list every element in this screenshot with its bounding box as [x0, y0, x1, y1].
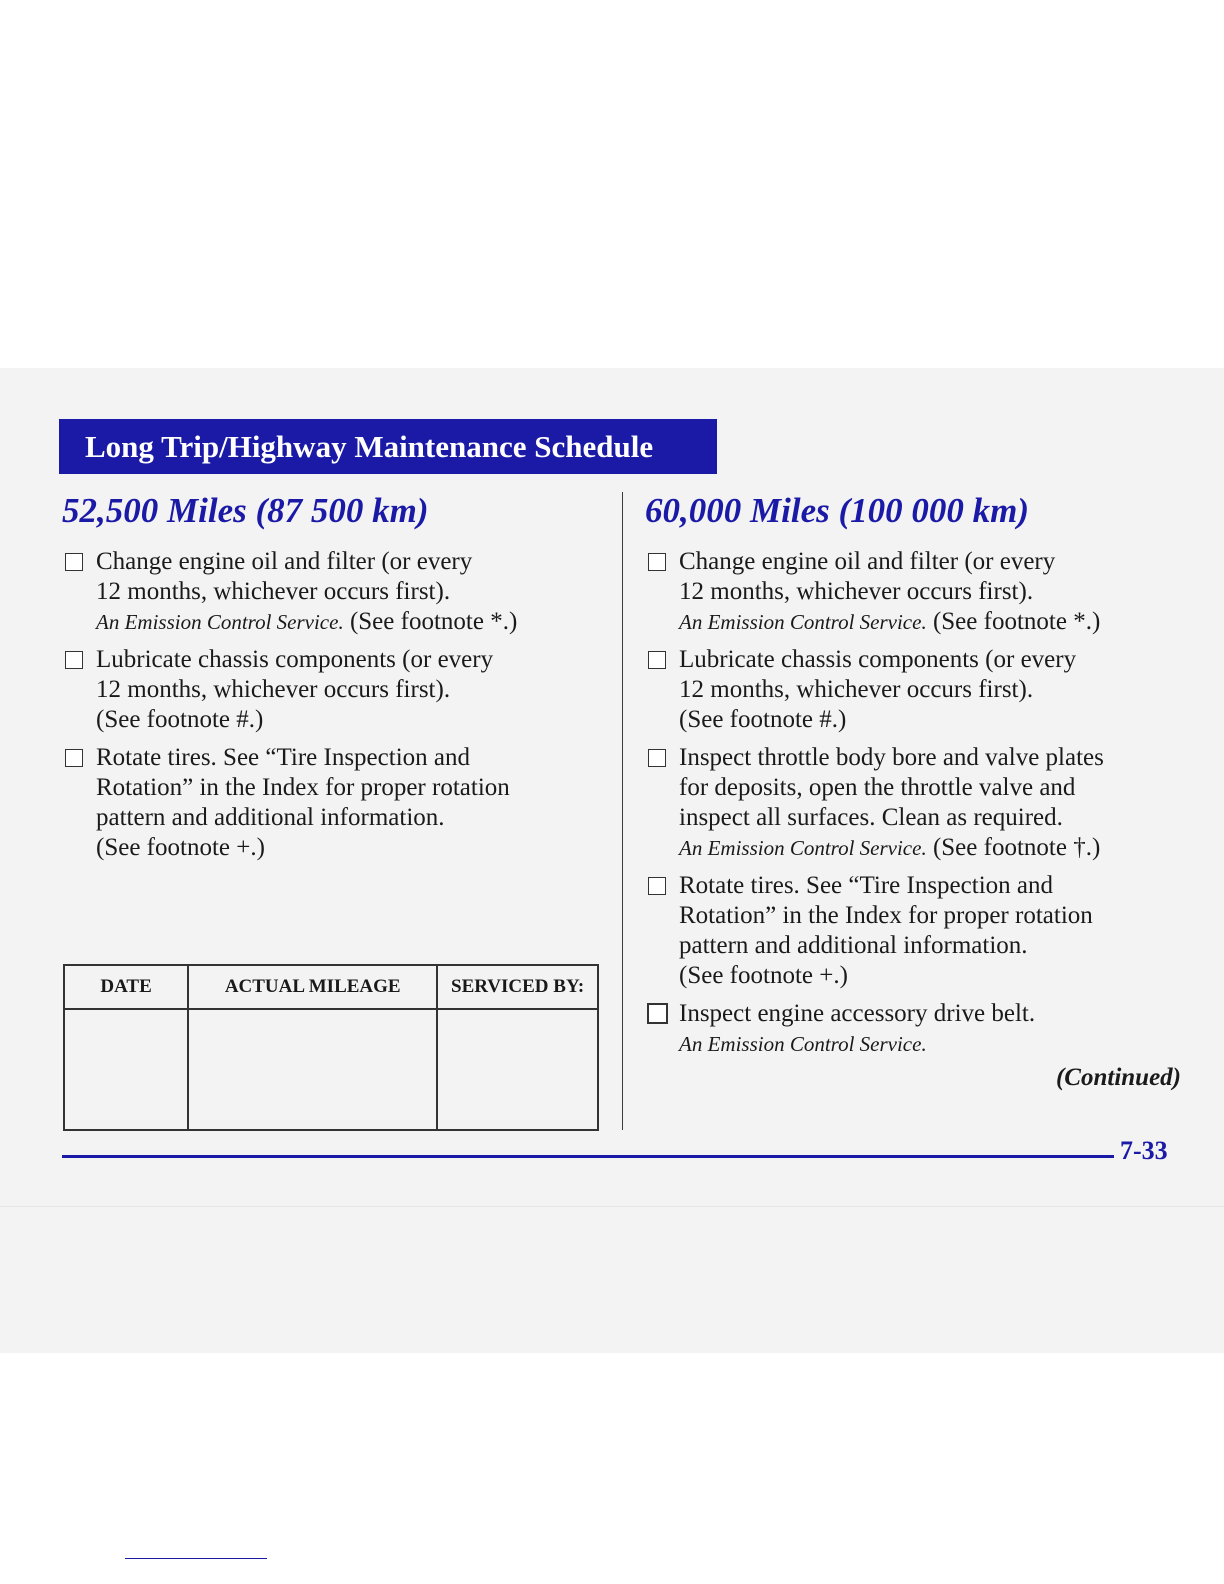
- item-text: for deposits, open the throttle valve and: [679, 774, 1076, 801]
- checkbox-icon[interactable]: [65, 553, 83, 571]
- column-divider: [622, 492, 623, 1130]
- emission-note: An Emission Control Service.: [96, 610, 344, 634]
- item-emission-line: [679, 833, 1190, 863]
- item-text: pattern and additional information.: [679, 932, 1028, 959]
- checklist-item: [62, 743, 602, 863]
- checkbox-icon[interactable]: [648, 651, 666, 669]
- right-column: [645, 488, 1190, 1067]
- date-cell[interactable]: [64, 1009, 188, 1130]
- footer-rule: [62, 1155, 1114, 1158]
- item-text: 12 months, whichever occurs first).: [679, 578, 1034, 605]
- checklist-item: [62, 547, 602, 637]
- item-text: Rotate tires. See “Tire Inspection and: [679, 872, 1053, 899]
- checkbox-icon[interactable]: [65, 749, 83, 767]
- checklist-item: [645, 871, 1190, 991]
- checkbox-icon[interactable]: [648, 877, 666, 895]
- item-text: Rotation” in the Index for proper rotation: [96, 774, 510, 801]
- checklist-item: [645, 645, 1190, 735]
- item-text: 12 months, whichever occurs first).: [96, 676, 451, 703]
- item-emission-line: [679, 1029, 1190, 1059]
- item-emission-line: [679, 607, 1190, 637]
- service-log-table: [63, 964, 599, 1131]
- item-text: Lubricate chassis components (or every: [679, 646, 1077, 673]
- item-text: Change engine oil and filter (or every: [96, 548, 473, 575]
- emission-note: An Emission Control Service.: [679, 836, 927, 860]
- emission-note: An Emission Control Service.: [679, 1032, 927, 1056]
- item-text: Change engine oil and filter (or every: [679, 548, 1056, 575]
- continued-label: (Continued): [1055, 1064, 1181, 1091]
- checkbox-icon[interactable]: [648, 553, 666, 571]
- item-text: Inspect engine accessory drive belt.: [679, 1000, 1036, 1027]
- checklist-item: [645, 999, 1190, 1059]
- item-text: Inspect throttle body bore and valve plates: [679, 744, 1104, 771]
- left-column: [62, 488, 602, 871]
- serviced-by-cell[interactable]: [437, 1009, 598, 1130]
- footnote-ref: (See footnote †.): [932, 834, 1101, 861]
- footnote-ref: (See footnote *.): [349, 608, 518, 635]
- checklist-item: [645, 547, 1190, 637]
- checklist-item: [62, 645, 602, 735]
- item-emission-line: [96, 607, 602, 637]
- item-text: (See footnote +.): [96, 834, 265, 861]
- mileage-cell[interactable]: [188, 1009, 437, 1130]
- item-text: Rotation” in the Index for proper rotation: [679, 902, 1093, 929]
- page-number: 7-33: [1120, 1136, 1168, 1165]
- footnote-ref: (See footnote *.): [932, 608, 1101, 635]
- item-text: (See footnote #.): [96, 706, 264, 733]
- left-section-title: 52,500 Miles (87 500 km): [62, 491, 429, 530]
- checkbox-icon[interactable]: [647, 1003, 668, 1024]
- item-text: 12 months, whichever occurs first).: [679, 676, 1034, 703]
- right-section-title: 60,000 Miles (100 000 km): [645, 491, 1030, 530]
- table-header-serviced-by: SERVICED BY:: [437, 965, 598, 1009]
- item-text: inspect all surfaces. Clean as required.: [679, 804, 1063, 831]
- checklist-item: [645, 743, 1190, 863]
- item-text: pattern and additional information.: [96, 804, 445, 831]
- table-header-mileage: ACTUAL MILEAGE: [188, 965, 437, 1009]
- item-text: 12 months, whichever occurs first).: [96, 578, 451, 605]
- table-header-date: DATE: [64, 965, 188, 1009]
- item-text: Lubricate chassis components (or every: [96, 646, 494, 673]
- bottom-rule: [125, 1558, 267, 1559]
- checkbox-icon[interactable]: [648, 749, 666, 767]
- emission-note: An Emission Control Service.: [679, 610, 927, 634]
- item-text: (See footnote #.): [679, 706, 847, 733]
- item-text: (See footnote +.): [679, 962, 848, 989]
- item-text: Rotate tires. See “Tire Inspection and: [96, 744, 470, 771]
- checkbox-icon[interactable]: [65, 651, 83, 669]
- schedule-header: Long Trip/Highway Maintenance Schedule: [59, 419, 717, 474]
